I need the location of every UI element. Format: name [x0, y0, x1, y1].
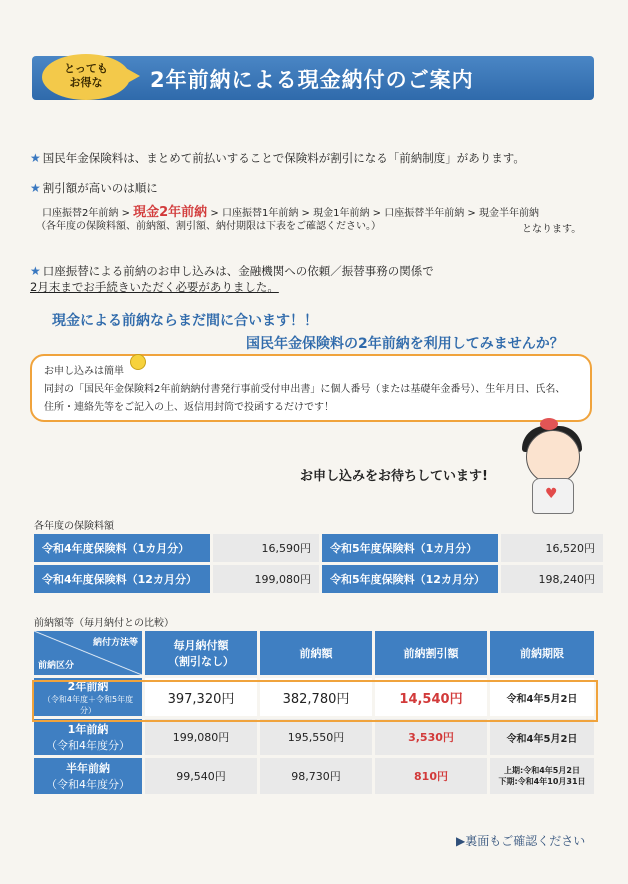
deal-badge	[42, 54, 130, 100]
flow-separator: >	[210, 208, 219, 219]
table-cell: 199,080円	[213, 565, 319, 593]
mascot-ribbon	[540, 418, 558, 430]
lightbulb-icon	[130, 354, 146, 370]
table-cell: 382,780円	[260, 678, 372, 716]
row-header: 1年前納 （令和4年度分）	[34, 719, 142, 755]
table-corner-header: 納付方法等 前納区分	[34, 631, 142, 675]
flow-separator: >	[467, 208, 476, 219]
table-cell: 16,520円	[501, 534, 603, 562]
table-cell: 令和4年度保険料（1カ月分）	[34, 534, 210, 562]
table-cell: 令和4年5月2日	[490, 678, 594, 716]
column-header: 前納額	[260, 631, 372, 675]
intro-line-1: ★ 国民年金保険料は、まとめて前払いすることで保険料が割引になる「前納制度」があります。	[30, 151, 525, 165]
premium-table-caption: 各年度の保険料額	[34, 521, 114, 532]
row-header: 2年前納 （令和4年度＋令和5年度分）	[34, 678, 142, 716]
premium-table	[31, 531, 606, 596]
star-icon: ★	[30, 151, 41, 165]
note-body-2: 住所・連絡先等をご記入の上、返信用封筒で投函するだけです！	[44, 402, 334, 413]
note-body-1: 同封の「国民年金保険料2年前納納付書発行事前受付申出書」に個人番号（または基礎年金番号）、生年月日、氏名、	[44, 384, 566, 395]
table-cell: 3,530円	[375, 719, 487, 755]
flow-item: 口座振替半年前納	[384, 208, 465, 219]
table-cell: 810円	[375, 758, 487, 794]
flow-separator: >	[372, 208, 382, 219]
table-cell: 上期:令和4年5月2日 下期:令和4年10月31日	[490, 758, 594, 794]
callout-line-2: 国民年金保険料の2年前納を利用してみませんか？	[246, 336, 564, 352]
flow-item: 現金半年前納	[479, 208, 539, 219]
flow-item: 口座振替1年前納	[221, 208, 299, 219]
table-row	[34, 758, 594, 794]
table-cell: 397,320円	[145, 678, 257, 716]
waiting-message: お申し込みをお待ちしています!	[300, 469, 488, 484]
table-cell: 199,080円	[145, 719, 257, 755]
flow-separator: >	[301, 208, 310, 219]
intro-line-2: ★ 割引額が高いのは順に	[30, 181, 158, 195]
column-header: 前納割引額	[375, 631, 487, 675]
badge-line-2: お得な	[69, 76, 103, 89]
highlight-frame	[32, 680, 598, 722]
see-back-note: ▶裏面もご確認ください	[456, 834, 586, 848]
flow-item: 口座振替2年前納	[42, 208, 119, 219]
table-cell: 令和5年度保険料（1カ月分）	[322, 534, 498, 562]
note-title: お申し込みは簡単	[44, 366, 124, 377]
column-header: 前納期限	[490, 631, 594, 675]
table-cell: 令和4年5月2日	[490, 719, 594, 755]
table-cell: 令和5年度保険料（12カ月分）	[322, 565, 498, 593]
flow-item: 現金1年前納	[313, 208, 370, 219]
table-cell: 16,590円	[213, 534, 319, 562]
intro-line-3: ★ 口座振替による前納のお申し込みは、金融機関への依頼／振替事務の関係で 2月末までお手続きいただく必要がありました。	[30, 264, 434, 294]
table-row	[34, 565, 603, 593]
mascot-icon	[526, 430, 580, 484]
table-cell: 195,550円	[260, 719, 372, 755]
badge-line-1: とっても	[64, 62, 108, 75]
flow-item-highlight: 現金2年前納	[133, 205, 208, 220]
table-cell: 14,540円	[375, 678, 487, 716]
star-icon: ★	[30, 181, 41, 195]
table-cell: 98,730円	[260, 758, 372, 794]
prepay-table-caption: 前納額等（毎月納付との比較）	[34, 618, 174, 629]
table-header-row	[34, 631, 594, 675]
heart-icon: ♥	[545, 486, 558, 502]
table-cell: 令和4年度保険料（12カ月分）	[34, 565, 210, 593]
row-header: 半年前納 （令和4年度分）	[34, 758, 142, 794]
star-icon: ★	[30, 264, 41, 278]
page-title: 2年前納による現金納付のご案内	[150, 68, 474, 92]
flow-end: となります。	[522, 224, 582, 235]
column-header: 毎月納付額 （割引なし）	[145, 631, 257, 675]
table-cell: 99,540円	[145, 758, 257, 794]
callout-line-1: 現金による前納ならまだ間に合います！！	[52, 313, 318, 329]
table-cell: 198,240円	[501, 565, 603, 593]
table-row	[34, 534, 603, 562]
flow-separator: >	[121, 208, 130, 219]
flow-note: （各年度の保険料額、前納額、割引額、納付期限は下表をご確認ください。）	[36, 221, 381, 232]
table-row	[34, 719, 594, 755]
